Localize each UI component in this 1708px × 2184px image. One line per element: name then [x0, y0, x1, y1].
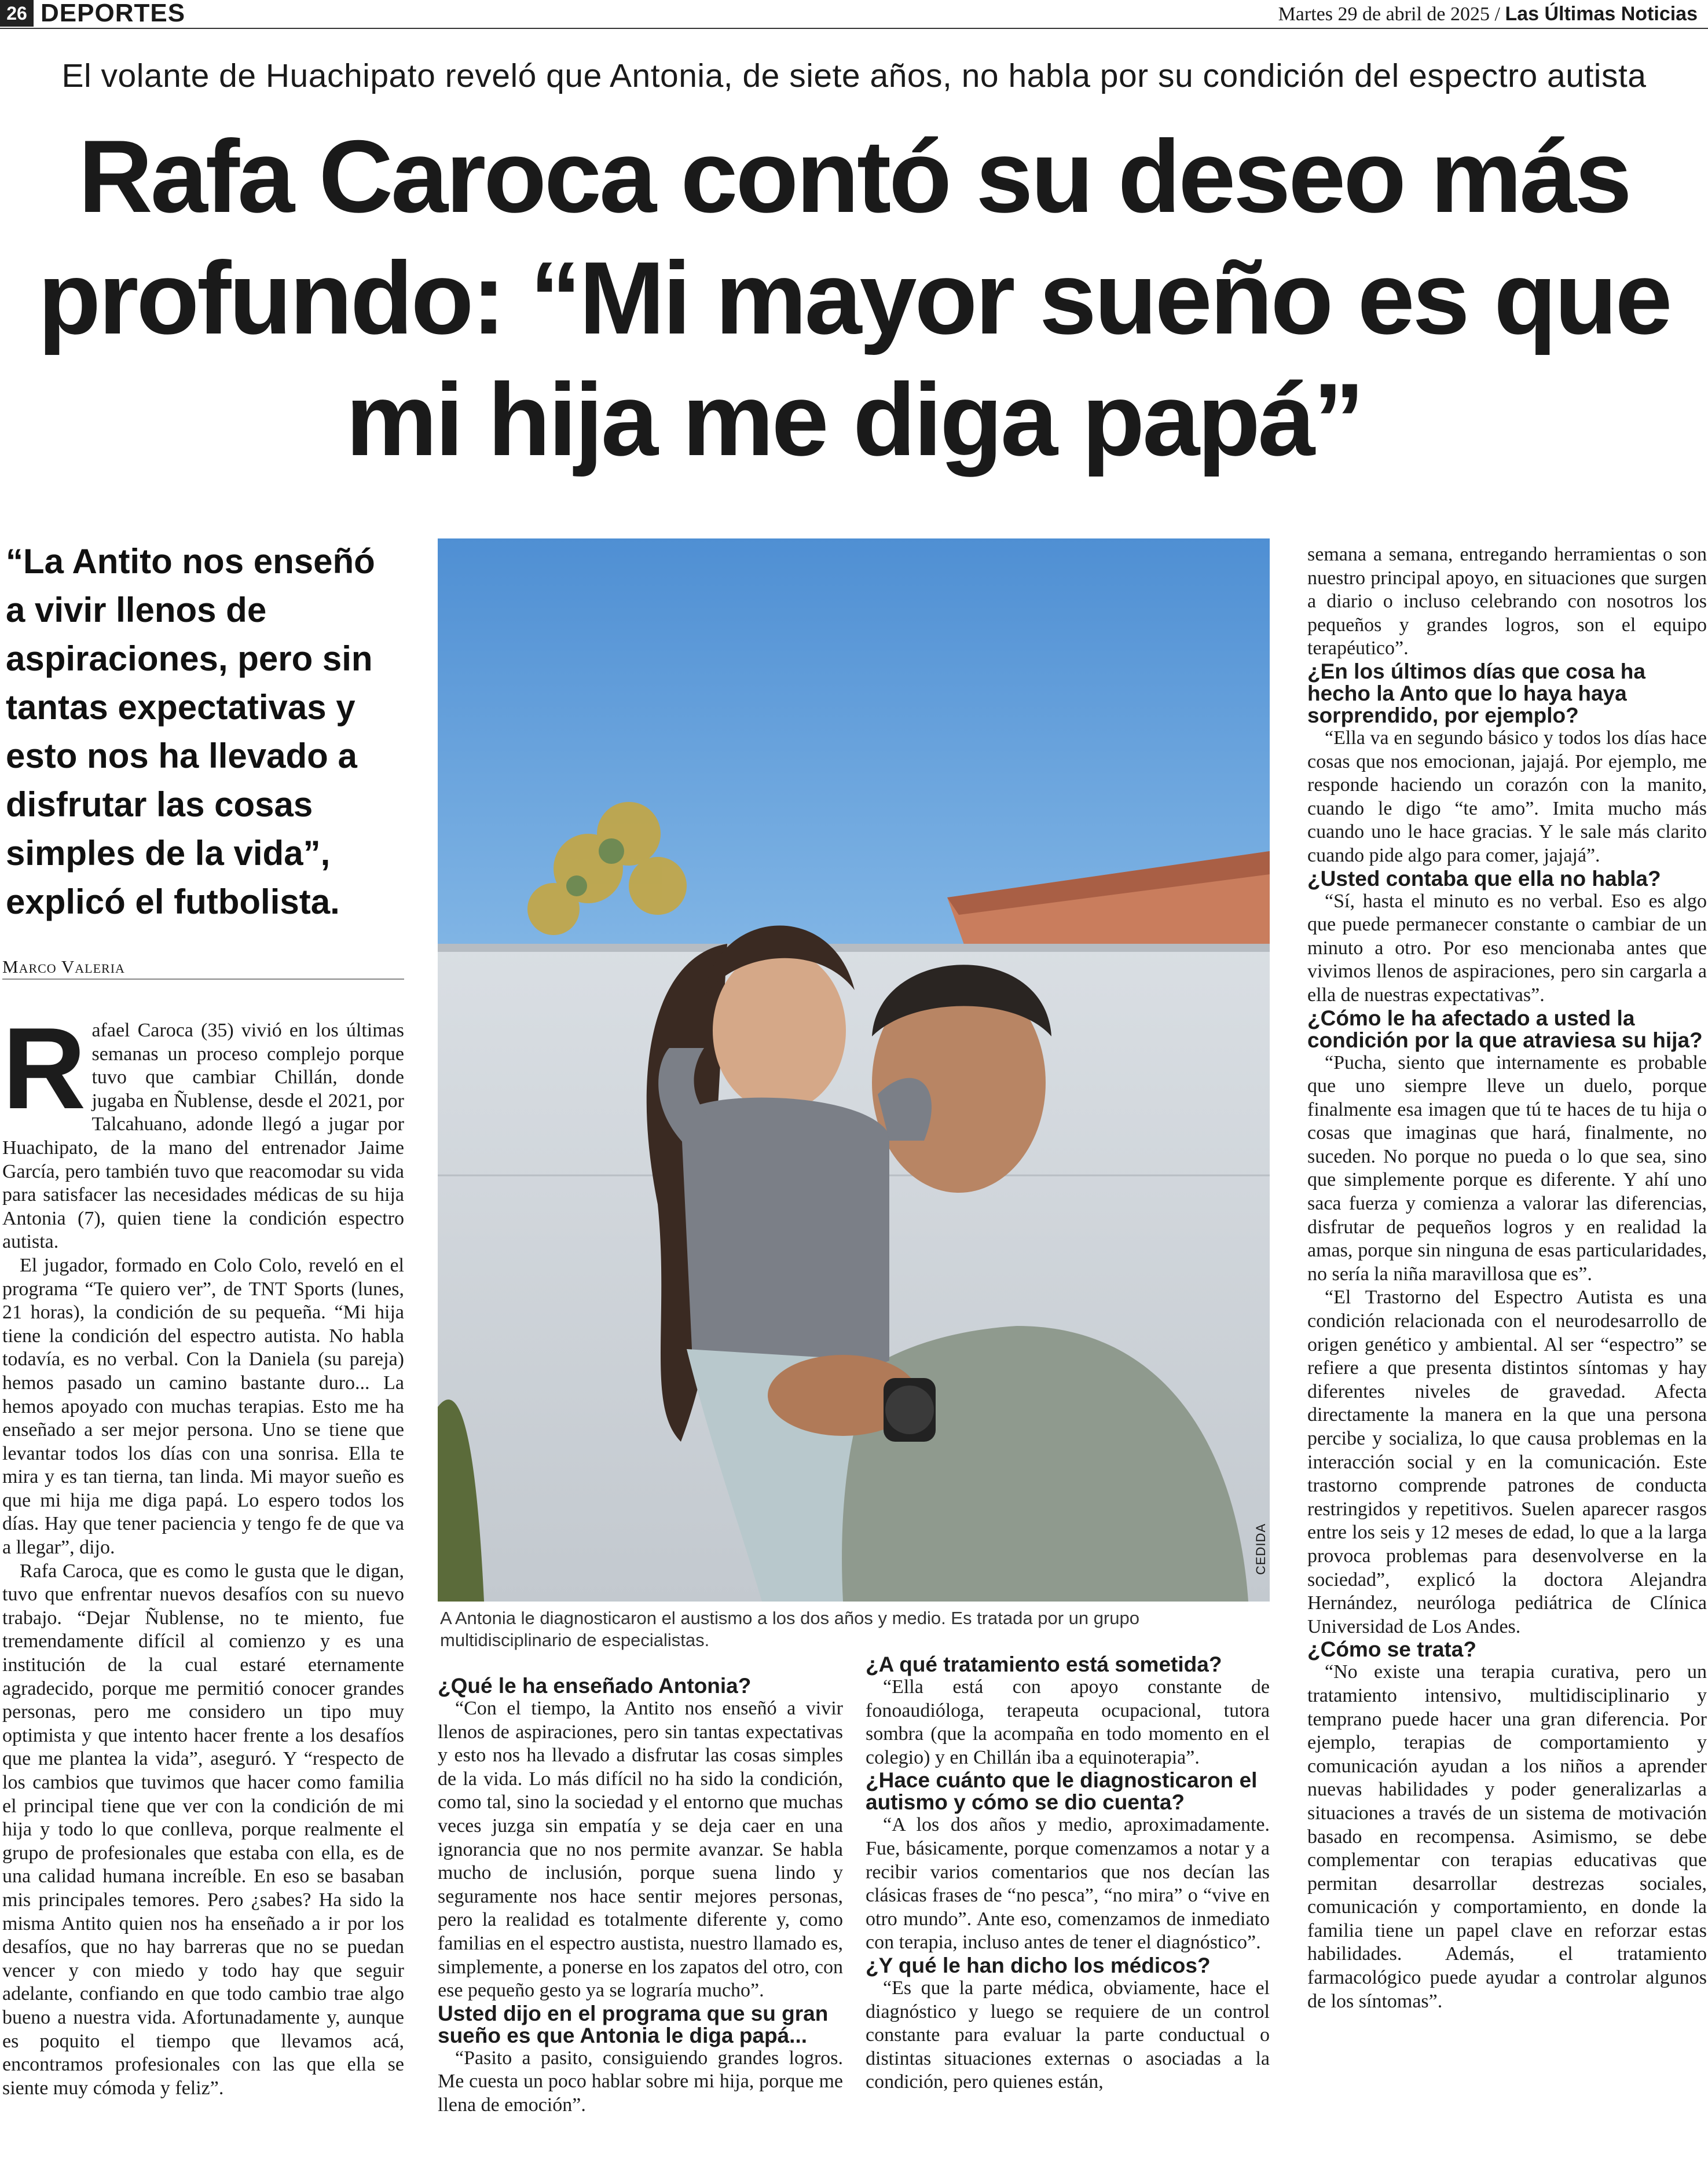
body-column-2 [438, 1675, 843, 2117]
interview-question: ¿Usted contaba que ella no habla? [1307, 866, 1661, 891]
page-number: 26 [0, 0, 34, 27]
interview-answer: “Es que la parte médica, obviamente, hace el diagnóstico y luego se requiere de un control constante para evaluar la parte conductual o distintas situaciones externas o asociadas a la condición, pero quienes están, [866, 1977, 1270, 2093]
interview-question: ¿Y qué le han dicho los médicos? [866, 1953, 1211, 1977]
page-header [0, 0, 1708, 28]
issue-date: Martes 29 de abril de 2025 [1278, 3, 1490, 25]
kicker: El volante de Huachipato reveló que Antonia, de siete años, no habla por su condición del espectro autista [61, 57, 1647, 94]
paragraph: Rafa Caroca, que es como le gusta que le digan, tuvo que enfrentar nuevos desafíos con su nuevo trabajo. “Dejar Ñublense, no te miento, fue tremendamente difícil al comienzo y es una institución de la cual estaré eternamente agradecido, porque me permitió conocer grandes personas, pero me considero un tipo muy optimista y que intento hacer frente a los desafíos que me plantea la vida”, aseguró. Y “respecto de los cambios que tuvimos que hacer como familia el principal tiene que ver con la condición de mi hija y todo lo que conlleva, porque realmente el grupo de profesionales que estaba con ella, es de una calidad humana increíble. En eso se basaban mis principales temores. Pero ¿sabes? Ha sido la misma Antito quien nos ha enseñado a ir por los desafíos, que no hay barreras que no se puedan vencer y con miedo y todo hay que seguir adelante, confiando en que todo cambio trae algo bueno a nuestra vida. Afortunadamente y, aunque es poquito el tiempo que llevamos acá, encontramos profesionales con las que ella se siente muy cómoda y feliz”. [2, 1560, 404, 2099]
body-column-3 [866, 1654, 1270, 2094]
photo-credit: CEDIDA [1253, 1523, 1268, 1575]
lead-text: afael Caroca (35) vivió en los últimas semanas un proceso complejo porque tuvo que cambiar Chillán, donde jugaba en Ñublense, desde el 2021, por Talcahuano, adonde llegó a jugar por Huachipato, de la mano del entrenador Jaime García, pero también tuvo que reacomodar su vida para satisfacer las necesidades médicas de su hija Antonia (7), quien tiene la condición espectro autista. [2, 1020, 404, 1253]
drop-cap: R [2, 1004, 86, 1133]
paragraph: El jugador, formado en Colo Colo, reveló en el programa “Te quiero ver”, de TNT Sports (lunes, 21 horas), la condición de su pequeña. “Mi hija tiene la condición del espectro autista. No habla todavía, es no verbal. Con la Daniela (su pareja) hemos pasado un camino bastante duro... La hemos apoyado con muchas terapias. Esto me ha enseñado a ser mejor persona. Uno se tiene que levantar todos los días con una sonrisa. Ella te mira y es tan tierna, tan linda. Mi mayor sueño es que mi hija me diga papá. Lo espero todos los días. Hay que tener paciencia y tengo fe de que va a llegar”, dijo. [2, 1254, 404, 1559]
interview-answer: “Ella está con apoyo constante de fonoaudióloga, terapeuta ocupacional, tutora sombra (que la acompaña en todo momento en el colegio) y en Chillán iba a equinoterapia”. [866, 1676, 1270, 1768]
interview-answer-continued: semana a semana, entregando herramientas o son nuestro principal apoyo, en situaciones que surgen a diario o incluso celebrando con nosotros los pequeños y grandes logros, son el equipo terapéutico”. [1307, 544, 1707, 659]
headline-line: Rafa Caroca contó su deseo más [78, 119, 1630, 234]
interview-answer: “Sí, hasta el minuto es no verbal. Eso es algo que puede permanecer constante o cambiar de un minuto a otro. Por eso mencionaba antes que vivimos llenos de aspiraciones, pero sin cargarla a ella de nuestras expectativas”. [1307, 890, 1707, 1006]
byline-rule [2, 979, 404, 980]
interview-answer: “Ella va en segundo básico y todos los días hace cosas que nos emocionan, jajajá. Por ejemplo, me responde haciendo un corazón con la manito, cuando le digo “te amo”. Imita mucho más cuando uno le hace gracias. Y le sale más clarito cuando pide algo para comer, jajajá”. [1307, 727, 1707, 866]
dateline [1278, 2, 1698, 26]
dateline-separator: / [1494, 3, 1500, 25]
interview-answer: “Con el tiempo, la Antito nos enseñó a vivir llenos de aspiraciones, pero sin tantas expectativas y esto nos ha llevado a disfrutar las cosas simples de la vida. Lo más difícil no ha sido la condición, como tal, sino la sociedad y el entorno que muchas veces juzga sin empatía y se deja caer en una ignorancia que no nos permite avanzar. Se habla mucho de inclusión, porque suena lindo y seguramente nos hace sentir mejores personas, pero la realidad es totalmente diferente y, como familias en el espectro austista, nuestro llamado es, simplemente, a ponerse en los zapatos del otro, con ese pequeño gesto ya se lograría mucho”. [438, 1698, 843, 2002]
interview-answer: “Pucha, siento que internamente es probable que uno siempre lleve un duelo, porque finalmente esa imagen que tú te haces de tu hija o cosas que imaginas que hará, finalmente, no suceden. No porque no pueda o lo que sea, sino que simplemente porque es diferente. Y ahí uno saca fuerza y comienza a valorar las diferencias, disfrutar de pequeños logros y en realidad la amas, porque sin ninguna de esas particularidades, no sería la niña maravillosa que es”. [1307, 1051, 1707, 1285]
interview-question: ¿Cómo le ha afectado a usted la condición por la que atraviesa su hija? [1307, 1006, 1703, 1052]
body-column-1 [2, 1004, 404, 2100]
expert-paragraph: “El Trastorno del Espectro Autista es una condición relacionada con el neurodesarrollo de origen genético y ambiental. Al ser “espectro” se refiere a que presenta distintos síntomas y hay diferentes niveles de gravedad. Afecta directamente la manera en la que una persona percibe y socializa, lo que causa problemas en la interacción social y en la comunicación. Este trastorno comprende patrones de conducta restringidos y repetitivos. Suelen aparecer rasgos entre los seis y 12 meses de edad, lo que a la larga provoca problemas para desenvolverse en la sociedad”, explicó la doctora Alejandra Hernández, neuróloga pediátrica de Clínica Universidad de Los Andes. [1307, 1287, 1707, 1637]
interview-answer: “No existe una terapia curativa, pero un tratamiento intensivo, multidisciplinario y temprano puede hacer una gran diferencia. Por ejemplo, terapias de comportamiento y comunicación ayudan a los niños a aprender nuevas habilidades y poder generalizarlas a situaciones a través de un sistema de motivación basado en recompensa. Asimismo, se debe complementar con terapias educativas que permitan desarrollar destrezas sociales, comunicación y comportamiento, en donde la familia tiene un papel clave en reforzar estas habilidades. Además, el tratamiento farmacológico puede ayudar a controlar algunos de los síntomas”. [1307, 1661, 1707, 2012]
interview-question: Usted dijo en el programa que su gran sueño es que Antonia le diga papá... [438, 2001, 829, 2047]
section-name: DEPORTES [41, 0, 186, 27]
photo-caption: A Antonia le diagnosticaron el austismo a los dos años y medio. Es tratada por un grupo multidisciplinario de especialistas. [440, 1608, 1140, 1650]
header-rule [0, 28, 1708, 29]
interview-question: ¿Cómo se trata? [1307, 1637, 1476, 1662]
body-column-4 [1307, 543, 1707, 2013]
interview-question: ¿Hace cuánto que le diagnosticaron el autismo y cómo se dio cuenta? [866, 1768, 1258, 1815]
headline-line: mi hija me diga papá” [346, 362, 1362, 477]
lead-paragraph [2, 1004, 404, 1254]
interview-question: ¿A qué tratamiento está sometida? [866, 1652, 1222, 1676]
headline-line: profundo: “Mi mayor sueño es que [38, 240, 1670, 356]
article-photo [438, 538, 1270, 1602]
interview-question: ¿Qué le ha enseñado Antonia? [438, 1674, 752, 1698]
interview-question: ¿En los últimos días que cosa ha hecho la Anto que lo haya haya sorprendido, por ejemplo? [1307, 659, 1645, 727]
father-daughter-photo [438, 538, 1270, 1602]
publication-name: Las Últimas Noticias [1505, 3, 1698, 25]
interview-answer: “Pasito a pasito, consiguiendo grandes logros. Me cuesta un poco hablar sobre mi hija, porque me llena de emoción”. [438, 2047, 843, 2116]
byline: Marco Valeria [2, 957, 125, 977]
pull-quote: “La Antito nos enseñó a vivir llenos de aspiraciones, pero sin tantas expectativas y esto nos ha llevado a disfrutar las cosas simples de la vida”, explicó el futbolista. [6, 542, 375, 921]
headline [0, 116, 1708, 481]
interview-answer: “A los dos años y medio, aproximadamente. Fue, básicamente, porque comenzamos a notar y a recibir varios comentarios que nos decían las clásicas frases de “no pesca”, “no mira” o “vive en otro mundo”. Ante eso, comenzamos de inmediato con terapia, incluso antes de tener el diagnóstico”. [866, 1814, 1270, 1954]
